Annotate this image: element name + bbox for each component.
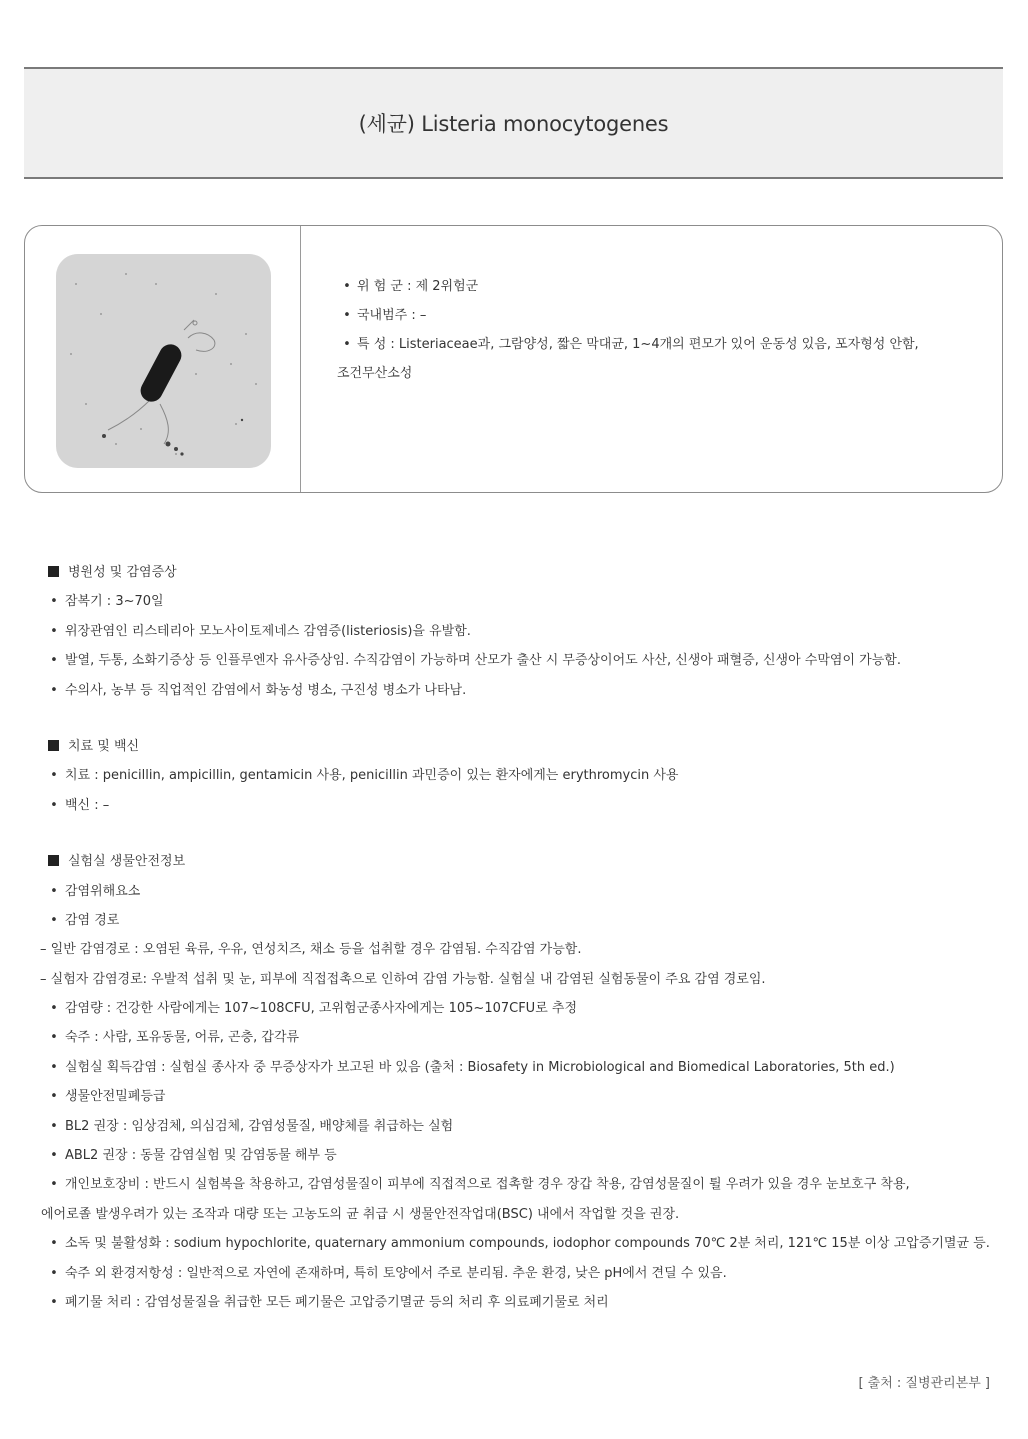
list-item: • 잠복기 : 3~70일 bbox=[50, 594, 164, 610]
list-item: • 숙주 외 환경저항성 : 일반적으로 자연에 존재하며, 특히 토양에서 주로 분리됨. 추운 환경, 낮은 pH에서 견딜 수 있음. bbox=[50, 1265, 727, 1281]
list-item-text: 위장관염인 리스테리아 모노사이토제네스 감염증(listeriosis)을 유발함. bbox=[65, 623, 471, 639]
heading-text: 치료 및 백신 bbox=[68, 738, 140, 754]
risk-group-row: • 위 험 군 : 제 2위험군 bbox=[343, 279, 479, 294]
section-heading bbox=[43, 732, 993, 761]
list-item-text: 폐기물 처리 : 감염성물질을 취급한 모든 폐기물은 고압증기멸균 등의 처리 후 의료폐기물로 처리 bbox=[65, 1294, 609, 1310]
route-lab: – 실험자 감염경로: 우발적 섭취 및 눈, 피부에 직접접촉으로 인하여 감염 가능함. 실험실 내 감염된 실험동물이 주요 감염 경로임. bbox=[40, 971, 766, 987]
square-bullet-icon bbox=[48, 740, 59, 751]
section-treatment bbox=[43, 732, 993, 820]
domestic-category-text: 국내범주 : – bbox=[357, 308, 427, 323]
list-item-text: 숙주 외 환경저항성 : 일반적으로 자연에 존재하며, 특히 토양에서 주로 분리됨. 추운 환경, 낮은 pH에서 견딜 수 있음. bbox=[65, 1265, 727, 1281]
list-item: • 위장관염인 리스테리아 모노사이토제네스 감염증(listeriosis)을 유발함. bbox=[50, 623, 471, 639]
section-lab-biosafety bbox=[40, 847, 993, 1317]
list-item-text: 숙주 : 사람, 포유동물, 어류, 곤충, 갑각류 bbox=[65, 1030, 300, 1046]
section-pathogenicity bbox=[43, 558, 993, 705]
source-note: [ 출처 : 질병관리본부 ] bbox=[858, 1376, 990, 1391]
list-item-text: 생물안전밀폐등급 bbox=[65, 1089, 166, 1105]
features-cont-row bbox=[337, 359, 977, 388]
card-divider bbox=[300, 226, 301, 492]
heading-text: 병원성 및 감염증상 bbox=[68, 565, 177, 580]
section-heading bbox=[43, 847, 993, 876]
route-general: – 일반 감염경로 : 오염된 육류, 우유, 연성치즈, 채소 등을 섭취할 경우 감염됨. 수직감염 가능함. bbox=[40, 942, 582, 958]
risk-group-text: 위 험 군 : 제 2위험군 bbox=[357, 279, 479, 294]
bacterium-micrograph bbox=[56, 254, 271, 468]
page-title: (세균) Listeria monocytogenes bbox=[358, 112, 669, 136]
ppe-cont: 에어로졸 발생우려가 있는 조작과 대량 또는 고농도의 균 취급 시 생물안전작업대(BSC) 내에서 작업할 것을 권장. bbox=[41, 1206, 680, 1222]
list-item: • 치료 : penicillin, ampicillin, gentamicin 사용, penicillin 과민증이 있는 환자에게는 erythromycin 사용 bbox=[50, 768, 679, 784]
domestic-category-row: • 국내범주 : – bbox=[343, 308, 427, 323]
list-item: • 감염 경로 bbox=[50, 912, 120, 928]
list-item: • 소독 및 불활성화 : sodium hypochlorite, quaternary ammonium compounds, iodophor compounds 70℃ 2분 처리, 121℃ 15분 이상 고압증기멸균 등. bbox=[50, 1236, 990, 1252]
list-item-text: 실험실 획득감염 : 실험실 종사자 중 무증상자가 보고된 바 있음 (출처 : Biosafety in Microbiological and Biomedical Laboratories, 5th ed.) bbox=[65, 1059, 895, 1075]
list-item-text: 잠복기 : 3~70일 bbox=[65, 594, 164, 610]
heading-text: 실험실 생물안전정보 bbox=[68, 854, 186, 870]
list-item: • 폐기물 처리 : 감염성물질을 취급한 모든 폐기물은 고압증기멸균 등의 처리 후 의료폐기물로 처리 bbox=[50, 1294, 609, 1310]
list-item: • 실험실 획득감염 : 실험실 종사자 중 무증상자가 보고된 바 있음 (출처 : Biosafety in Microbiological and Biomedical Laboratories, 5th ed.) bbox=[50, 1059, 895, 1075]
list-item-text: ABL2 권장 : 동물 감염실험 및 감염동물 해부 등 bbox=[65, 1148, 337, 1164]
list-item: • 백신 : – bbox=[50, 797, 110, 813]
summary-card bbox=[24, 225, 1003, 493]
list-item-text: 치료 : penicillin, ampicillin, gentamicin 사용, penicillin 과민증이 있는 환자에게는 erythromycin 사용 bbox=[65, 768, 679, 784]
square-bullet-icon bbox=[48, 855, 59, 866]
list-item-text: 감염 경로 bbox=[65, 912, 120, 928]
list-item: • ABL2 권장 : 동물 감염실험 및 감염동물 해부 등 bbox=[50, 1148, 337, 1164]
list-item-text: 개인보호장비 : 반드시 실험복을 착용하고, 감염성물질이 피부에 직접적으로 접촉할 경우 장갑 착용, 감염성물질이 튈 우려가 있을 경우 눈보호구 착용, bbox=[65, 1177, 910, 1193]
main-content bbox=[40, 558, 993, 1344]
list-item-text: 발열, 두통, 소화기증상 등 인플루엔자 유사증상임. 수직감염이 가능하며 산모가 출산 시 무증상이어도 사산, 신생아 패혈증, 신생아 수막염이 가능함. bbox=[65, 653, 901, 669]
list-item: • 감염량 : 건강한 사람에게는 107~108CFU, 고위험군종사자에게는 105~107CFU로 추정 bbox=[50, 1001, 578, 1017]
list-item: • 수의사, 농부 등 직업적인 감염에서 화농성 병소, 구진성 병소가 나타남. bbox=[50, 682, 467, 698]
list-item-text: 감염위해요소 bbox=[65, 883, 141, 899]
list-item-text: 소독 및 불활성화 : sodium hypochlorite, quaternary ammonium compounds, iodophor compounds 70℃ 2분 처리, 121℃ 15분 이상 고압증기멸균 등. bbox=[65, 1236, 990, 1252]
title-band bbox=[24, 67, 1003, 179]
list-item: • BL2 권장 : 임상검체, 의심검체, 감염성물질, 배양체를 취급하는 실험 bbox=[50, 1118, 454, 1134]
section-heading bbox=[43, 558, 993, 587]
list-item-text: 감염량 : 건강한 사람에게는 107~108CFU, 고위험군종사자에게는 105~107CFU로 추정 bbox=[65, 1001, 578, 1017]
summary-info bbox=[337, 272, 977, 388]
list-item-text: BL2 권장 : 임상검체, 의심검체, 감염성물질, 배양체를 취급하는 실험 bbox=[65, 1118, 454, 1134]
list-item-text: 백신 : – bbox=[65, 797, 110, 813]
features-cont-text: 조건무산소성 bbox=[337, 366, 413, 381]
list-item: • 감염위해요소 bbox=[50, 883, 141, 899]
features-text: 특 성 : Listeriaceae과, 그람양성, 짧은 막대균, 1~4개의 편모가 있어 운동성 있음, 포자형성 안함, bbox=[357, 337, 919, 352]
list-item-text: 수의사, 농부 등 직업적인 감염에서 화농성 병소, 구진성 병소가 나타남. bbox=[65, 682, 467, 698]
list-item: • 숙주 : 사람, 포유동물, 어류, 곤충, 갑각류 bbox=[50, 1030, 300, 1046]
list-item: • 생물안전밀폐등급 bbox=[50, 1089, 166, 1105]
square-bullet-icon bbox=[48, 566, 59, 577]
list-item: • 개인보호장비 : 반드시 실험복을 착용하고, 감염성물질이 피부에 직접적으로 접촉할 경우 장갑 착용, 감염성물질이 튈 우려가 있을 경우 눈보호구 착용, bbox=[50, 1177, 910, 1193]
list-item: • 발열, 두통, 소화기증상 등 인플루엔자 유사증상임. 수직감염이 가능하며 산모가 출산 시 무증상이어도 사산, 신생아 패혈증, 신생아 수막염이 가능함. bbox=[50, 653, 901, 669]
features-row: • 특 성 : Listeriaceae과, 그람양성, 짧은 막대균, 1~4개의 편모가 있어 운동성 있음, 포자형성 안함, bbox=[343, 337, 919, 352]
